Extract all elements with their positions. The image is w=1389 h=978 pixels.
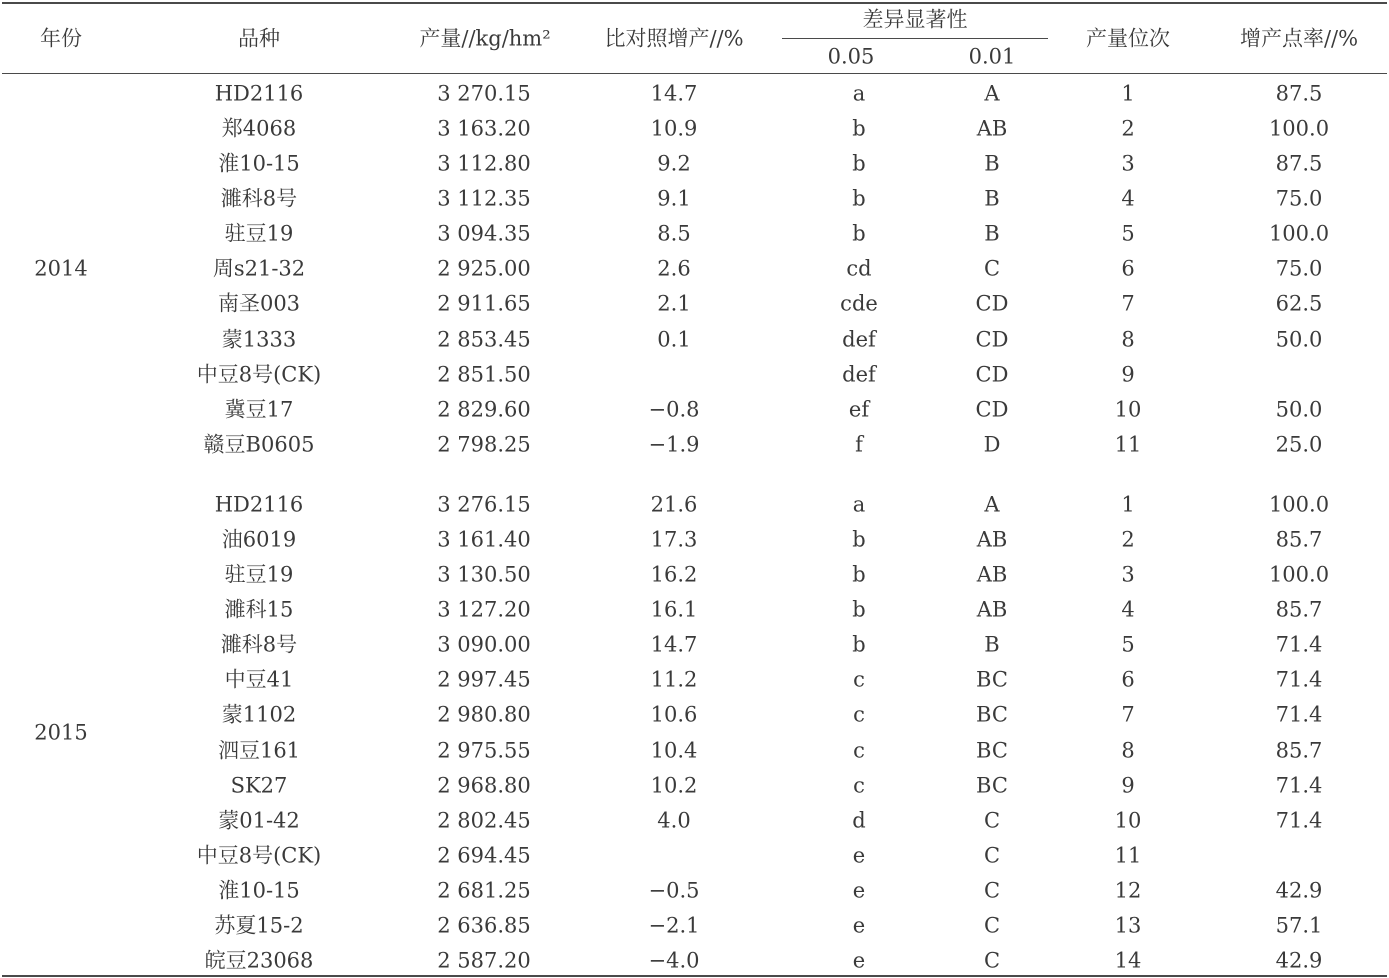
header-increase: 比对照增产//% bbox=[604, 26, 744, 51]
cell-yield: 2 997.45 bbox=[437, 667, 531, 692]
cell-sig005: e bbox=[852, 843, 866, 868]
cell-increase: 16.1 bbox=[650, 597, 698, 622]
cell-sig001: B bbox=[984, 632, 1000, 657]
cell-yield: 2 798.25 bbox=[437, 432, 531, 457]
cell-variety: 苏夏15-2 bbox=[214, 913, 304, 938]
cell-variety: 南圣003 bbox=[217, 291, 301, 316]
cell-yield: 2 587.20 bbox=[437, 948, 531, 973]
cell-variety: 赣豆B0605 bbox=[203, 432, 315, 457]
cell-yield: 3 163.20 bbox=[437, 116, 531, 141]
cell-increase: 4.0 bbox=[657, 808, 691, 833]
cell-sig001: C bbox=[983, 913, 1001, 938]
cell-rate: 87.5 bbox=[1275, 81, 1323, 105]
cell-sig005: a bbox=[852, 81, 866, 105]
cell-sig005: cde bbox=[840, 291, 878, 316]
cell-rate: 100.0 bbox=[1268, 562, 1330, 587]
cell-rank: 4 bbox=[1121, 186, 1135, 211]
cell-increase: 9.2 bbox=[657, 151, 691, 176]
cell-yield: 3 270.15 bbox=[437, 81, 531, 105]
cell-rank: 11 bbox=[1114, 432, 1142, 457]
cell-rate: 50.0 bbox=[1275, 397, 1323, 422]
cell-variety: 周s21-32 bbox=[212, 256, 306, 281]
cell-increase: 10.6 bbox=[650, 702, 698, 727]
cell-rank: 11 bbox=[1114, 843, 1142, 868]
cell-sig005: e bbox=[852, 878, 866, 903]
cell-rate: 85.7 bbox=[1275, 597, 1323, 622]
cell-sig005: ef bbox=[848, 397, 870, 422]
cell-rate: 100.0 bbox=[1268, 492, 1330, 516]
cell-sig005: c bbox=[853, 738, 865, 763]
cell-sig005: def bbox=[842, 327, 876, 352]
cell-rate: 50.0 bbox=[1275, 327, 1323, 352]
cell-sig001: C bbox=[983, 948, 1001, 973]
cell-sig001: BC bbox=[976, 738, 1008, 763]
cell-rank: 13 bbox=[1114, 913, 1142, 938]
cell-variety: 蒙01-42 bbox=[218, 808, 300, 833]
cell-rate: 87.5 bbox=[1275, 151, 1323, 176]
cell-increase: −0.8 bbox=[648, 397, 700, 422]
header-sig-005: 0.05 bbox=[827, 44, 875, 69]
cell-sig001: A bbox=[984, 81, 1000, 105]
top-rule bbox=[2, 2, 1387, 4]
cell-variety: 淮10-15 bbox=[218, 151, 300, 176]
cell-sig001: BC bbox=[976, 667, 1008, 692]
cell-rank: 10 bbox=[1114, 808, 1142, 833]
cell-rate: 100.0 bbox=[1268, 116, 1330, 141]
cell-sig005: b bbox=[852, 597, 866, 622]
cell-sig005: cd bbox=[846, 256, 872, 281]
cell-sig005: c bbox=[853, 773, 865, 798]
cell-increase: 9.1 bbox=[657, 186, 691, 211]
cell-rank: 5 bbox=[1121, 632, 1135, 657]
cell-sig005: d bbox=[852, 808, 866, 833]
year-label: 2014 bbox=[34, 256, 88, 281]
cell-sig001: B bbox=[984, 151, 1000, 176]
cell-variety: 冀豆17 bbox=[224, 397, 294, 422]
cell-variety: 油6019 bbox=[221, 527, 297, 552]
cell-rank: 3 bbox=[1121, 151, 1135, 176]
cell-yield: 2 980.80 bbox=[437, 702, 531, 727]
cell-yield: 3 130.50 bbox=[437, 562, 531, 587]
cell-sig001: D bbox=[983, 432, 1001, 457]
cell-increase: −4.0 bbox=[648, 948, 700, 973]
cell-variety: 驻豆19 bbox=[224, 221, 294, 246]
cell-yield: 2 925.00 bbox=[437, 256, 531, 281]
cell-yield: 3 161.40 bbox=[437, 527, 531, 552]
cell-sig005: c bbox=[853, 667, 865, 692]
cell-rank: 1 bbox=[1121, 81, 1135, 105]
cell-rate: 71.4 bbox=[1275, 632, 1323, 657]
cell-sig001: AB bbox=[976, 527, 1008, 552]
cell-sig001: A bbox=[984, 492, 1000, 516]
header-rank: 产量位次 bbox=[1086, 26, 1170, 51]
cell-increase: 0.1 bbox=[657, 327, 691, 352]
cell-sig005: def bbox=[842, 362, 876, 387]
cell-rate: 85.7 bbox=[1275, 527, 1323, 552]
cell-sig005: e bbox=[852, 913, 866, 938]
cell-increase: 8.5 bbox=[657, 221, 691, 246]
significance-rule bbox=[782, 38, 1048, 39]
cell-yield: 3 112.35 bbox=[437, 186, 531, 211]
cell-increase: −1.9 bbox=[648, 432, 700, 457]
cell-increase: −0.5 bbox=[648, 878, 700, 903]
header-year: 年份 bbox=[40, 26, 82, 51]
cell-sig001: C bbox=[983, 878, 1001, 903]
cell-rank: 7 bbox=[1121, 291, 1135, 316]
cell-sig001: B bbox=[984, 186, 1000, 211]
header-significance: 差异显著性 bbox=[862, 7, 968, 32]
cell-variety: 濉科8号 bbox=[220, 186, 298, 211]
cell-rank: 7 bbox=[1121, 702, 1135, 727]
cell-rate: 100.0 bbox=[1268, 221, 1330, 246]
cell-yield: 2 853.45 bbox=[437, 327, 531, 352]
cell-sig005: b bbox=[852, 221, 866, 246]
cell-sig005: e bbox=[852, 948, 866, 973]
cell-variety: 中豆8号(CK) bbox=[196, 843, 322, 868]
cell-rank: 6 bbox=[1121, 256, 1135, 281]
cell-sig001: C bbox=[983, 808, 1001, 833]
cell-yield: 2 694.45 bbox=[437, 843, 531, 868]
cell-rate: 85.7 bbox=[1275, 738, 1323, 763]
cell-yield: 2 681.25 bbox=[437, 878, 531, 903]
cell-yield: 2 829.60 bbox=[437, 397, 531, 422]
cell-variety: SK27 bbox=[230, 773, 288, 798]
cell-increase: 16.2 bbox=[650, 562, 698, 587]
header-rule bbox=[2, 73, 1387, 74]
bottom-rule bbox=[2, 975, 1387, 977]
cell-sig005: b bbox=[852, 186, 866, 211]
cell-variety: 郑4068 bbox=[221, 116, 297, 141]
cell-sig005: b bbox=[852, 116, 866, 141]
cell-variety: 濉科8号 bbox=[220, 632, 298, 657]
cell-variety: 中豆41 bbox=[224, 667, 294, 692]
cell-sig001: BC bbox=[976, 773, 1008, 798]
cell-sig001: AB bbox=[976, 597, 1008, 622]
header-variety: 品种 bbox=[238, 26, 280, 51]
cell-rank: 8 bbox=[1121, 327, 1135, 352]
cell-increase: 10.9 bbox=[650, 116, 698, 141]
cell-rate: 57.1 bbox=[1275, 913, 1323, 938]
cell-variety: 驻豆19 bbox=[224, 562, 294, 587]
cell-sig001: AB bbox=[976, 116, 1008, 141]
cell-sig005: f bbox=[855, 432, 863, 457]
header-rate: 增产点率//% bbox=[1239, 26, 1359, 51]
cell-yield: 2 911.65 bbox=[437, 291, 531, 316]
cell-rate: 75.0 bbox=[1275, 186, 1323, 211]
cell-rate: 71.4 bbox=[1275, 702, 1323, 727]
cell-increase: −2.1 bbox=[648, 913, 700, 938]
cell-yield: 3 090.00 bbox=[437, 632, 531, 657]
cell-sig001: C bbox=[983, 256, 1001, 281]
cell-rate: 42.9 bbox=[1275, 878, 1323, 903]
cell-yield: 2 802.45 bbox=[437, 808, 531, 833]
cell-variety: HD2116 bbox=[214, 81, 304, 105]
cell-variety: 泗豆161 bbox=[217, 738, 301, 763]
cell-variety: 中豆8号(CK) bbox=[196, 362, 322, 387]
cell-rank: 6 bbox=[1121, 667, 1135, 692]
cell-increase: 11.2 bbox=[650, 667, 698, 692]
cell-rank: 2 bbox=[1121, 527, 1135, 552]
cell-increase: 21.6 bbox=[650, 492, 698, 516]
cell-sig001: CD bbox=[975, 362, 1009, 387]
cell-sig001: AB bbox=[976, 562, 1008, 587]
cell-yield: 2 636.85 bbox=[437, 913, 531, 938]
cell-sig001: CD bbox=[975, 327, 1009, 352]
cell-sig001: CD bbox=[975, 291, 1009, 316]
cell-rank: 1 bbox=[1121, 492, 1135, 516]
cell-yield: 3 276.15 bbox=[437, 492, 531, 516]
cell-increase: 2.1 bbox=[657, 291, 691, 316]
cell-rank: 12 bbox=[1114, 878, 1142, 903]
cell-rank: 10 bbox=[1114, 397, 1142, 422]
cell-sig001: B bbox=[984, 221, 1000, 246]
cell-rank: 8 bbox=[1121, 738, 1135, 763]
cell-rate: 62.5 bbox=[1275, 291, 1323, 316]
cell-yield: 2 851.50 bbox=[437, 362, 531, 387]
cell-rank: 3 bbox=[1121, 562, 1135, 587]
cell-increase: 2.6 bbox=[657, 256, 691, 281]
cell-yield: 3 112.80 bbox=[437, 151, 531, 176]
cell-rank: 4 bbox=[1121, 597, 1135, 622]
cell-rate: 71.4 bbox=[1275, 808, 1323, 833]
cell-rank: 9 bbox=[1121, 362, 1135, 387]
cell-sig005: b bbox=[852, 527, 866, 552]
cell-yield: 3 127.20 bbox=[437, 597, 531, 622]
cell-rate: 71.4 bbox=[1275, 773, 1323, 798]
cell-sig005: b bbox=[852, 151, 866, 176]
year-label: 2015 bbox=[34, 720, 88, 745]
cell-rate: 42.9 bbox=[1275, 948, 1323, 973]
cell-rate: 25.0 bbox=[1275, 432, 1323, 457]
cell-sig001: BC bbox=[976, 702, 1008, 727]
cell-sig005: a bbox=[852, 492, 866, 516]
cell-increase: 14.7 bbox=[650, 632, 698, 657]
cell-yield: 3 094.35 bbox=[437, 221, 531, 246]
cell-sig005: b bbox=[852, 632, 866, 657]
cell-increase: 17.3 bbox=[650, 527, 698, 552]
header-sig-001: 0.01 bbox=[968, 44, 1016, 69]
cell-increase: 10.2 bbox=[650, 773, 698, 798]
cell-rank: 9 bbox=[1121, 773, 1135, 798]
cell-variety: 皖豆23068 bbox=[204, 948, 314, 973]
cell-increase: 14.7 bbox=[650, 81, 698, 105]
cell-sig005: b bbox=[852, 562, 866, 587]
cell-rank: 14 bbox=[1114, 948, 1142, 973]
cell-variety: 蒙1102 bbox=[221, 702, 297, 727]
cell-rank: 5 bbox=[1121, 221, 1135, 246]
cell-rate: 71.4 bbox=[1275, 667, 1323, 692]
cell-yield: 2 968.80 bbox=[437, 773, 531, 798]
cell-sig001: CD bbox=[975, 397, 1009, 422]
cell-variety: 蒙1333 bbox=[221, 327, 297, 352]
cell-increase: 10.4 bbox=[650, 738, 698, 763]
header-yield: 产量//kg/hm² bbox=[419, 26, 551, 51]
cell-variety: 濉科15 bbox=[224, 597, 294, 622]
cell-variety: 淮10-15 bbox=[218, 878, 300, 903]
cell-rate: 75.0 bbox=[1275, 256, 1323, 281]
cell-sig005: c bbox=[853, 702, 865, 727]
cell-sig001: C bbox=[983, 843, 1001, 868]
cell-rank: 2 bbox=[1121, 116, 1135, 141]
cell-yield: 2 975.55 bbox=[437, 738, 531, 763]
cell-variety: HD2116 bbox=[214, 492, 304, 516]
